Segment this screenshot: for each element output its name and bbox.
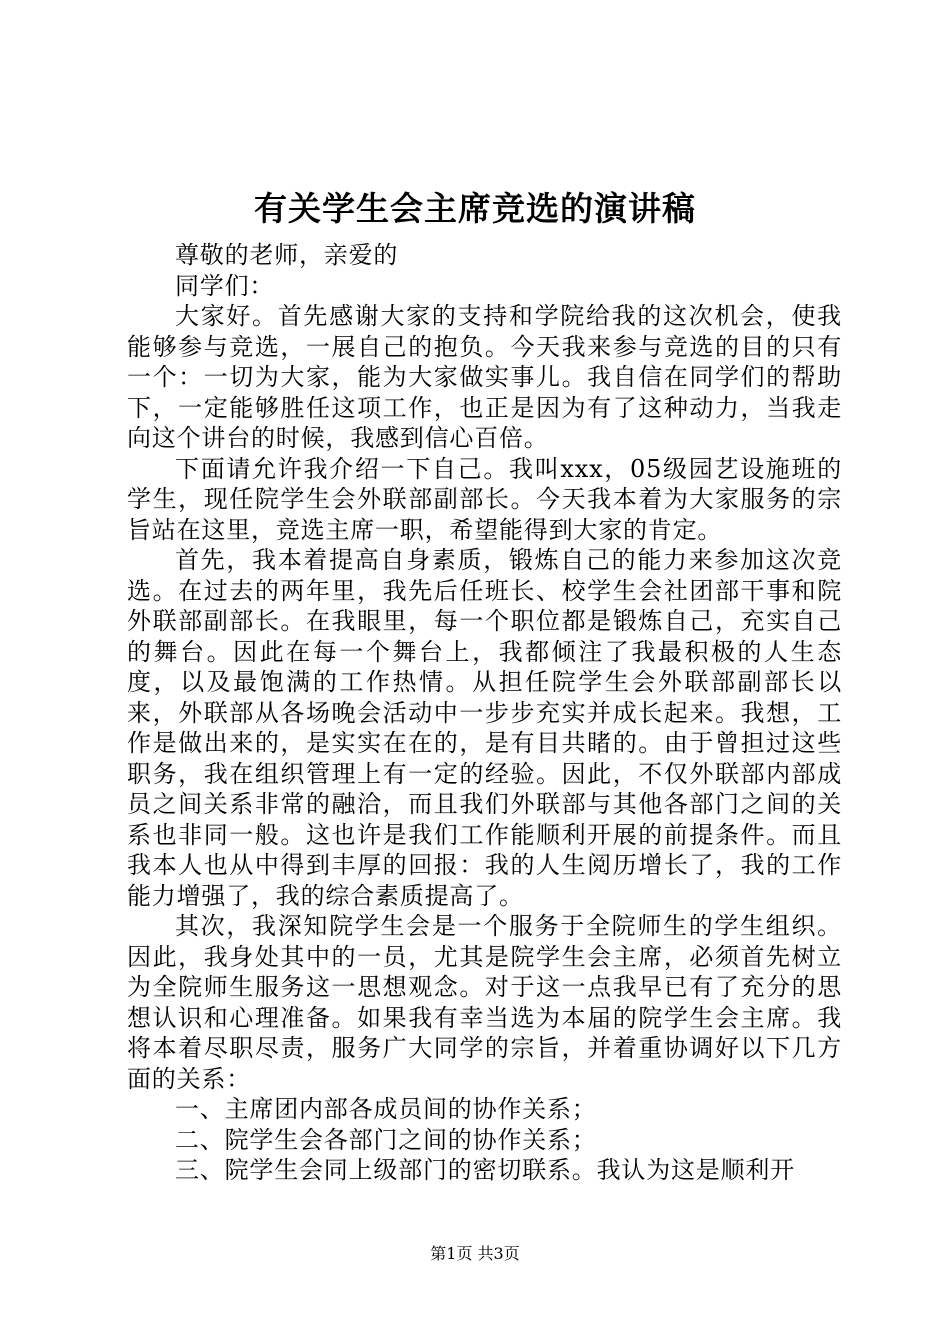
salutation-line-1: 尊敬的老师，亲爱的 <box>175 241 399 269</box>
paragraph-greeting: 大家好。首先感谢大家的支持和学院给我的这次机会，使我能够参与竞选，一展自己的抱负。今天我来参与竞选的目的只有一个：一切为大家，能为大家做实事儿。我自信在同学们的帮助下，一定能够胜任这项工作，也正是因为有了这种动力，当我走向这个讲台的时候，我感到信心百倍。 <box>127 302 842 452</box>
document-title: 有关学生会主席竞选的演讲稿 <box>254 189 696 228</box>
paragraph-first-point: 首先，我本着提高自身素质，锻炼自己的能力来参加这次竞选。在过去的两年里，我先后任班长、校学生会社团部干事和院外联部副部长。在我眼里，每一个职位都是锻炼自己，充实自己的舞台。因此在每一个舞台上，我都倾注了我最积极的人生态度，以及最饱满的工作热情。从担任院学生会外联部副部长以来，外联部从各场晚会活动中一步步充实并成长起来。我想，工作是做出来的，是实实在在的，是有目共睹的。由于曾担过这些职务，我在组织管理上有一定的经验。因此，不仅外联部内部成员之间关系非常的融洽，而且我们外联部与其他各部门之间的关系也非同一般。这也许是我们工作能顺利开展的前提条件。而且我本人也从中得到丰厚的回报：我的人生阅历增长了，我的工作能力增强了，我的综合素质提高了。 <box>127 546 842 910</box>
paragraph-second-point: 其次，我深知院学生会是一个服务于全院师生的学生组织。因此，我身处其中的一员，尤其是院学生会主席，必须首先树立为全院师生服务这一思想观念。对于这一点我早已有了充分的思想认识和心理准备。如果我有幸当选为本届的院学生会主席。我将本着尽职尽责，服务广大同学的宗旨，并着重协调好以下几方面的关系： <box>127 912 842 1093</box>
list-item-2: 二、院学生会各部门之间的协作关系； <box>175 1125 597 1154</box>
salutation-line-2: 同学们： <box>175 271 275 300</box>
list-item-1: 一、主席团内部各成员间的协作关系； <box>175 1095 597 1123</box>
paragraph-introduction: 下面请允许我介绍一下自己。我叫xxx，05级园艺设施班的学生，现任院学生会外联部副部长。今天我本着为大家服务的宗旨站在这里，竞选主席一职，希望能得到大家的肯定。 <box>127 454 842 544</box>
page-number-footer: 第1页 共3页 <box>430 1244 520 1263</box>
list-item-3: 三、院学生会同上级部门的密切联系。我认为这是顺利开 <box>175 1156 795 1184</box>
document-body <box>127 240 842 1186</box>
